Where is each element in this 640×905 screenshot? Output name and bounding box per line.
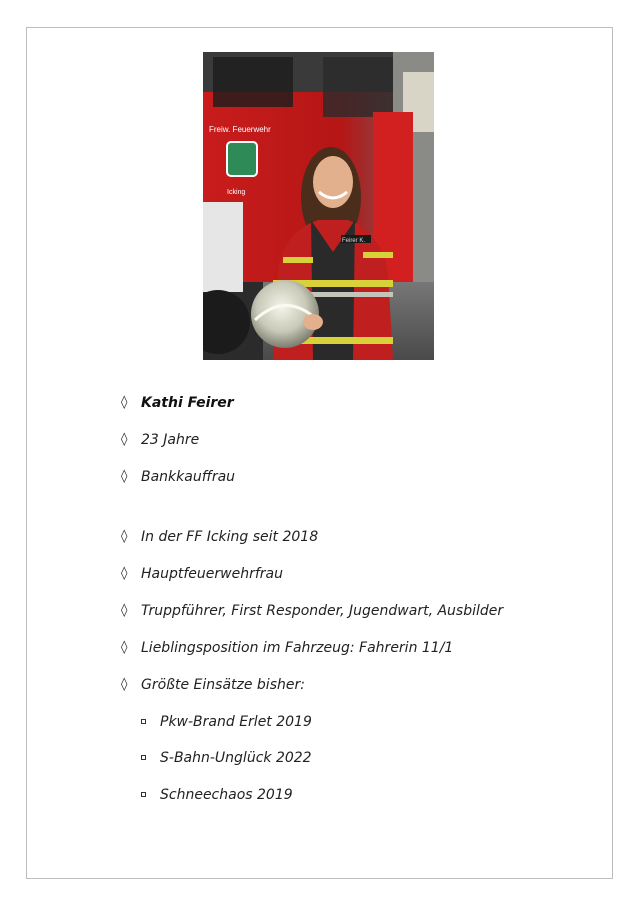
diamond-bullet-icon: ◊: [121, 395, 128, 410]
person-name: Kathi Feirer: [141, 395, 234, 411]
sub-list-item: [160, 713, 312, 731]
sub-list-item: [160, 749, 312, 767]
truck-door-text-2: Icking: [227, 189, 246, 196]
diamond-bullet-icon: ◊: [121, 566, 128, 581]
list-item-favorite-position: [121, 639, 454, 657]
favorite-position-text: Lieblingsposition im Fahrzeug: Fahrerin 11/1: [141, 640, 454, 656]
jacket-name: Feirer K.: [342, 238, 366, 244]
mission-text: S-Bahn-Unglück 2022: [160, 750, 312, 766]
profession-text: Bankkauffrau: [141, 469, 236, 485]
diamond-bullet-icon: ◊: [121, 677, 128, 692]
mission-text: Schneechaos 2019: [160, 787, 293, 803]
diamond-bullet-icon: ◊: [121, 469, 128, 484]
list-item-member-since: [121, 528, 319, 546]
square-bullet-icon: [141, 755, 146, 760]
biggest-missions-text: Größte Einsätze bisher:: [141, 677, 305, 693]
profile-list: [27, 28, 612, 878]
truck-door-text: Freiw. Feuerwehr: [209, 125, 271, 134]
diamond-bullet-icon: ◊: [121, 529, 128, 544]
square-bullet-icon: [141, 792, 146, 797]
square-bullet-icon: [141, 719, 146, 724]
list-item-profession: [121, 468, 236, 486]
rank-text: Hauptfeuerwehrfrau: [141, 566, 283, 582]
list-item-name: [121, 394, 234, 412]
sub-list-item: [160, 786, 293, 804]
diamond-bullet-icon: ◊: [121, 640, 128, 655]
document-page: [26, 27, 613, 879]
list-item-roles: [121, 602, 504, 620]
diamond-bullet-icon: ◊: [121, 603, 128, 618]
member-since-text: In der FF Icking seit 2018: [141, 529, 319, 545]
roles-text: Truppführer, First Responder, Jugendwart, Ausbilder: [141, 603, 504, 619]
list-item-rank: [121, 565, 283, 583]
diamond-bullet-icon: ◊: [121, 432, 128, 447]
list-item-age: [121, 431, 200, 449]
mission-text: Pkw-Brand Erlet 2019: [160, 714, 312, 730]
age-text: 23 Jahre: [141, 432, 200, 448]
list-item-biggest-missions: [121, 676, 305, 694]
